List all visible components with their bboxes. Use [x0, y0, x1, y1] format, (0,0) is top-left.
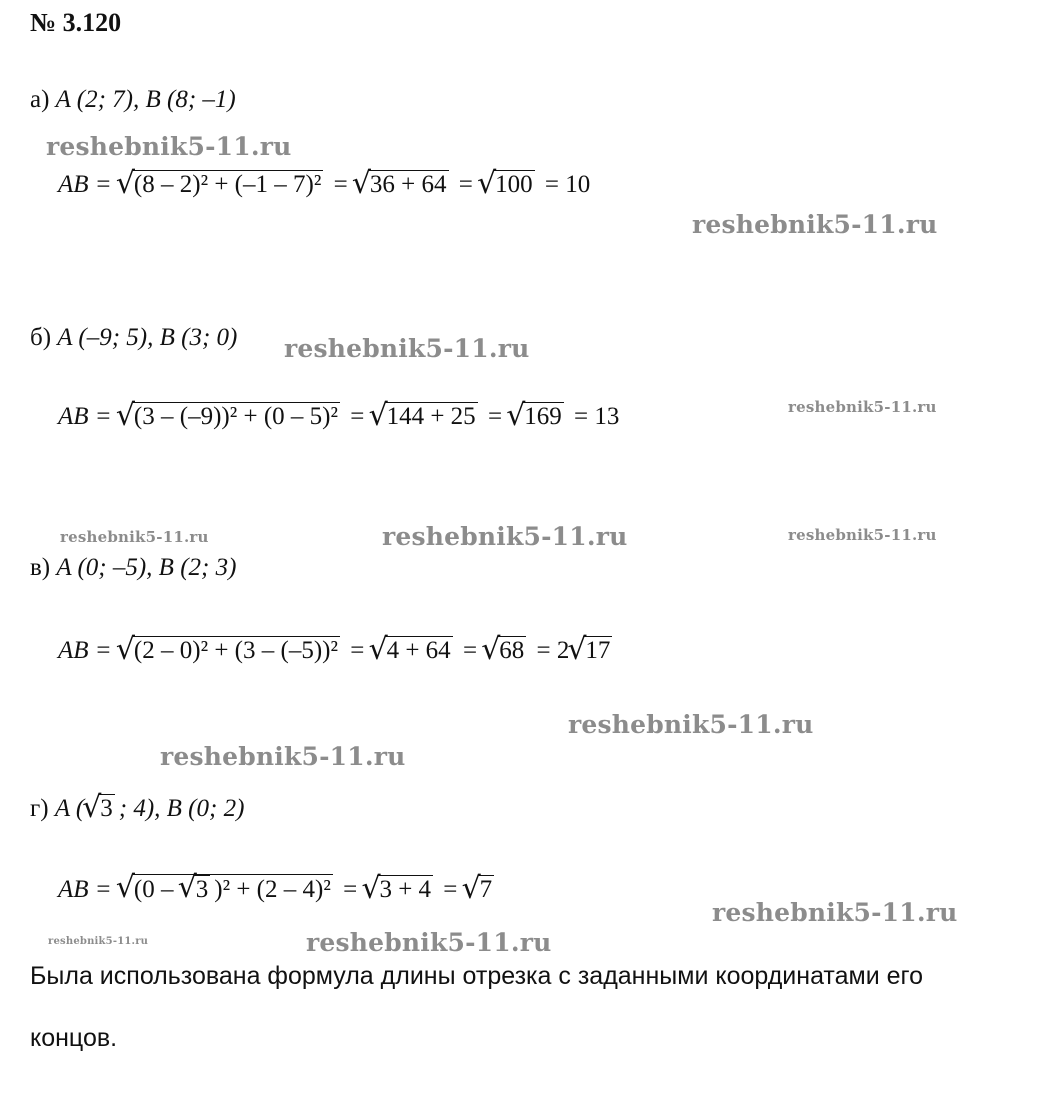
- sqrt-sign: √ (8 – 2)² + (–1 – 7)²: [118, 170, 323, 200]
- part-b-formula: AB = √ (3 – (–9))² + (0 – 5)² = √ 144 + 25 = √ 169 = 13: [58, 402, 619, 432]
- watermark: reshebnik5-11.ru: [306, 928, 552, 957]
- watermark: reshebnik5-11.ru: [382, 522, 628, 551]
- watermark: reshebnik5-11.ru: [788, 398, 937, 416]
- watermark: reshebnik5-11.ru: [160, 742, 406, 771]
- watermark: reshebnik5-11.ru: [568, 710, 814, 739]
- part-c-formula: AB = √ (2 – 0)² + (3 – (–5))² = √ 4 + 64 = √ 68 = 2√ 17: [58, 636, 616, 666]
- watermark: reshebnik5-11.ru: [46, 132, 292, 161]
- part-d-condition: г) A (√ 3 ; 4), B (0; 2): [30, 794, 244, 824]
- conclusion-line-1: Была использована формула длины отрезка с заданными координатами его: [30, 962, 923, 990]
- watermark: reshebnik5-11.ru: [712, 898, 958, 927]
- conclusion-line-2: концов.: [30, 1024, 118, 1052]
- part-d-formula: AB = √ (0 – √ 3 )² + (2 – 4)² = √ 3 + 4 = √ 7: [58, 874, 498, 905]
- watermark: reshebnik5-11.ru: [48, 936, 149, 947]
- watermark: reshebnik5-11.ru: [284, 334, 530, 363]
- watermark: reshebnik5-11.ru: [60, 528, 209, 546]
- part-b-condition: б) A (–9; 5), B (3; 0): [30, 324, 238, 351]
- watermark: reshebnik5-11.ru: [692, 210, 938, 239]
- part-a-condition: а) A (2; 7), B (8; –1): [30, 86, 236, 113]
- watermark: reshebnik5-11.ru: [788, 526, 937, 544]
- part-a-formula: AB = √ (8 – 2)² + (–1 – 7)² = √ 36 + 64 = √ 100 = 10: [58, 170, 590, 200]
- part-c-condition: в) A (0; –5), B (2; 3): [30, 554, 237, 581]
- problem-number: № 3.120: [30, 8, 122, 37]
